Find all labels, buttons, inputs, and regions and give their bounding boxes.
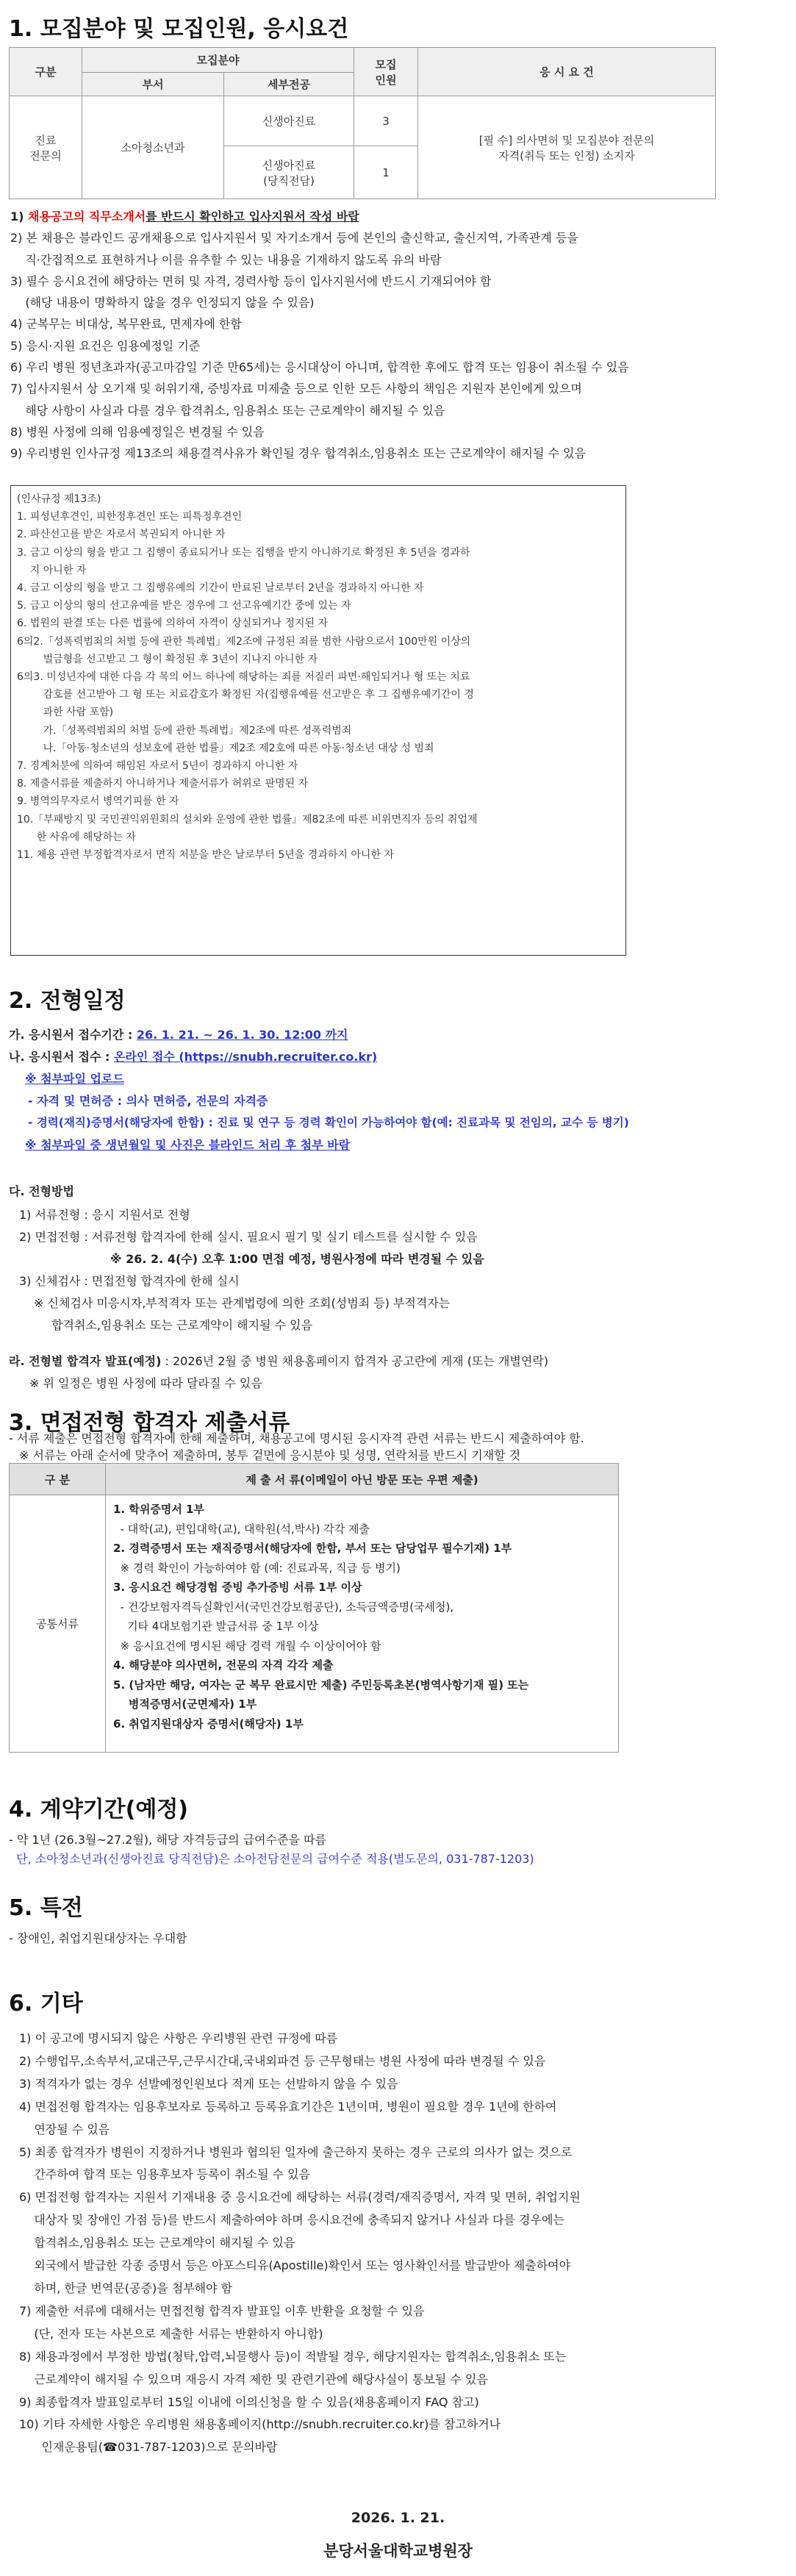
header-requirement: 응 시 요 건 — [418, 48, 716, 96]
etc-item: 6) 면접전형 합격자는 지원서 기재내용 중 응시요건에 해당하는 서류(경력/재직증명서, 자격 및 면허, 취업지원 — [19, 2190, 581, 2205]
section-6-heading: 6. 기타 — [9, 1991, 83, 2017]
cell-requirement: [필 수] 의사면허 및 모집분야 전문의 자격(취득 또는 인정) 소지자 — [418, 96, 716, 199]
apply-link[interactable]: 온라인 접수 (https://snubh.recruiter.co.kr) — [113, 1050, 378, 1064]
document-item: - 건강보험자격득실확인서(국민건강보험공단), 소득금액증명(국세청), — [113, 1600, 454, 1614]
method-3: 3) 신체검사 : 면접전형 합격자에 한해 실시 — [19, 1274, 240, 1288]
cell-dept: 소아청소년과 — [82, 96, 224, 199]
requirement-item: 해당 사항이 사실과 다를 경우 합격취소, 임용취소 또는 근로계약이 해지될 수 있음 — [10, 403, 445, 418]
etc-item: 2) 수행업무,소속부서,교대근무,근무시간대,국내외파견 등 근무형태는 병원 사정에 따라 변경될 수 있음 — [19, 2053, 546, 2068]
footer-date: 2026. 1. 21. — [351, 2510, 445, 2526]
attach-note-1: ※ 첨부파일 업로드 — [25, 1072, 124, 1086]
rule-line: 벌금형을 선고받고 그 형이 확정된 후 3년이 지나지 아니한 자 — [17, 653, 318, 665]
footer-org: 분당서울대학교병원장 — [323, 2542, 473, 2560]
cell-subspecialty-2: 신생아진료 (당직전담) — [224, 146, 354, 199]
rule-line: (인사규정 제13조) — [17, 493, 101, 505]
docs-intro-1: - 서류 제출은 면접전형 합격자에 한해 제출하며, 채용공고에 명시된 응시자격 관련 서류는 반드시 제출하여야 함. — [9, 1431, 584, 1445]
attach-note-2: - 자격 및 면허증 : 의사 면허증, 전문의 자격증 — [28, 1094, 268, 1108]
hr-rule-box — [10, 485, 626, 956]
section-2-heading: 2. 전형일정 — [9, 988, 126, 1014]
rule-line: 한 사유에 해당하는 자 — [17, 831, 136, 843]
etc-item: 10) 기타 자세한 사항은 우리병원 채용홈페이지(http://snubh.recruiter.co.kr)를 참고하거나 — [19, 2417, 501, 2432]
header-subspecialty: 세부전공 — [224, 73, 354, 96]
document-item: 1. 학위증명서 1부 — [113, 1503, 204, 1516]
method-3-note-2: 합격취소,임용취소 또는 근로계약이 해지될 수 있음 — [51, 1318, 313, 1332]
method-3-note-1: ※ 신체검사 미응시자,부적격자 또는 관계법령에 의한 조회(성범죄 등) 부적격자는 — [34, 1296, 451, 1310]
requirement-item: 1) 채용공고의 직무소개서를 반드시 확인하고 입사지원서 작성 바랍 — [10, 210, 359, 223]
document-item: ※ 응시요건에 명시된 해당 경력 개월 수 이상이어야 함 — [113, 1639, 381, 1653]
document-item: 3. 응시요건 해당경험 증빙 추가증빙 서류 1부 이상 — [113, 1581, 362, 1594]
benefit-line: - 장애인, 취업지원대상자는 우대함 — [9, 1931, 187, 1945]
header-field: 모집분야 — [82, 48, 354, 73]
section-4-heading: 4. 계약기간(예정) — [9, 1797, 189, 1822]
rule-line: 감호를 선고받아 그 형 또는 치료감호가 확정된 자(집행유예를 선고받은 후 그 집행유예기간이 경 — [17, 689, 474, 701]
requirement-item: 직·간접적으로 표현하거나 이를 유추할 수 있는 내용을 기재하지 않도록 유의 바람 — [10, 252, 442, 267]
rule-line: 11. 채용 관련 부정합격자로서 면직 처분을 받은 날로부터 5년을 경과하지 아니한 자 — [17, 849, 394, 862]
etc-item: 9) 최종합격자 발표일로부터 15일 이내에 이의신청을 할 수 있음(채용홈페이지 FAQ 참고) — [19, 2394, 479, 2409]
rule-line: 3. 금고 이상의 형을 받고 그 집행이 종료되거나 또는 집행을 받지 아니하기로 확정된 후 5년을 경과하 — [17, 546, 470, 559]
requirement-item: 7) 입사지원서 상 오기재 및 허위기재, 증빙자료 미제출 등으로 인한 모든 사항의 책임은 지원자 본인에게 있으며 — [10, 382, 582, 396]
documents-table — [9, 1463, 619, 1753]
rule-line: 과한 사람 포함) — [17, 706, 114, 719]
rule-line: 가.「성폭력범죄의 처벌 등에 관한 특례법」제2조에 따른 성폭력범죄 — [17, 724, 352, 737]
cell-count-1: 3 — [354, 96, 418, 146]
document-item: ※ 경력 확인이 가능하여야 함 (예: 진료과목, 직급 등 병기) — [113, 1561, 401, 1575]
requirement-item: 4) 군복무는 비대상, 복무완료, 면제자에 한함 — [10, 317, 242, 332]
document-item: 2. 경력증명서 또는 재직증명서(해당자에 한함, 부서 또는 담당업무 필수기재) 1부 — [113, 1542, 512, 1555]
requirement-item: 5) 응시·지원 요건은 임용예정일 기준 — [10, 338, 201, 353]
etc-item: 합격취소,임용취소 또는 근로계약이 해지될 수 있음 — [19, 2236, 295, 2250]
header-division: 구분 — [10, 48, 82, 96]
apply-method: 나. 응시원서 접수 : 온라인 접수 (https://snubh.recruiter.co.kr) — [9, 1050, 378, 1064]
cell-count-2: 1 — [354, 146, 418, 199]
etc-item: 8) 채용과정에서 부정한 방법(청탁,압력,뇌물행사 등)이 적발될 경우, 해당지원자는 합격취소,임용취소 또는 — [19, 2349, 567, 2364]
cell-common-docs: 공통서류 — [10, 1495, 106, 1753]
rule-line: 5. 금고 이상의 형의 선고유예를 받은 경우에 그 선고유예기간 중에 있는 자 — [17, 600, 351, 612]
documents-list — [106, 1495, 619, 1753]
etc-item: 간주하여 합격 또는 임용후보자 등록이 취소될 수 있음 — [19, 2167, 310, 2182]
contract-line-1: - 약 1년 (26.3월~27.2월), 해당 자격등급의 급여수준을 따름 — [9, 1833, 326, 1847]
requirement-item: 6) 우리 병원 정년초과자(공고마감일 기준 만65세)는 응시대상이 아니며, 합격한 후에도 합격 또는 임용이 취소될 수 있음 — [10, 360, 629, 375]
rule-line: 8. 제출서류를 제출하지 아니하거나 제출서류가 허위로 판명된 자 — [17, 778, 309, 790]
announcement-note: ※ 위 일정은 병원 사정에 따라 달라질 수 있음 — [29, 1376, 262, 1390]
etc-item: 3) 적격자가 없는 경우 선발예정인원보다 적게 또는 선발하지 않을 수 있음 — [19, 2076, 398, 2091]
rule-line: 1. 피성년후견인, 피한정후견인 또는 피특정후견인 — [17, 511, 243, 523]
document-item: 4. 해당분야 의사면허, 전문의 자격 각각 제출 — [113, 1659, 334, 1672]
etc-item: 연장될 수 있음 — [19, 2122, 110, 2136]
etc-list — [19, 2028, 784, 2459]
document-item: 6. 취업지원대상자 증명서(해당자) 1부 — [113, 1717, 304, 1731]
rule-line: 지 아니한 자 — [17, 564, 87, 576]
rule-line: 4. 금고 이상의 형을 받고 그 집행유예의 기간이 만료된 날로부터 2년을 경과하지 아니한 자 — [17, 582, 424, 595]
document-item: - 대학(교), 편입대학(교), 대학원(석,박사) 각각 제출 — [113, 1522, 370, 1536]
requirement-item: 2) 본 채용은 블라인드 공개채용으로 입사지원서 및 자기소개서 등에 본인의 출신학교, 출신지역, 가족관계 등을 — [10, 231, 578, 246]
rule-line: 2. 파산선고를 받은 자로서 복권되지 아니한 자 — [17, 529, 226, 541]
section-1-heading: 1. 모집분야 및 모집인원, 응시요건 — [9, 16, 349, 42]
requirement-item: 3) 필수 응시요건에 해당하는 면허 및 자격, 경력사항 등이 입사지원서에 반드시 기재되어야 함 — [10, 273, 492, 288]
rule-line: 9. 병역의무자로서 병역기피를 한 자 — [17, 795, 179, 808]
requirement-item: 8) 병원 사정에 의해 임용예정일은 변경될 수 있음 — [10, 424, 265, 439]
method-2: 2) 면접전형 : 서류전형 합격자에 한해 실시. 필요시 필기 및 실기 테스트를 실시할 수 있음 — [19, 1230, 478, 1244]
interview-date-note: ※ 26. 2. 4(수) 오후 1:00 면접 예정, 병원사정에 따라 변경될 수 있음 — [110, 1252, 484, 1266]
document-item: 5. (남자만 해당, 여자는 군 복무 완료시만 제출) 주민등록초본(병역사항기재 필) 또는 — [113, 1678, 529, 1692]
section-5-heading: 5. 특전 — [9, 1895, 83, 1921]
header-count: 모집 인원 — [354, 48, 418, 96]
rule-line: 나.「아동·청소년의 성보호에 관한 법률」제2조 제2호에 따른 아동·청소년 대상 성 범죄 — [17, 742, 434, 754]
rule-line: 7. 징계처분에 의하여 해임된 자로서 5년이 경과하지 아니한 자 — [17, 760, 298, 773]
header-division: 구 분 — [10, 1464, 106, 1495]
rule-line: 6의2.「성폭력범죄의 처벌 등에 관한 특례법」제2조에 규정된 죄를 범한 사람으로서 100만원 이상의 — [17, 635, 471, 648]
announcement: 라. 전형별 합격자 발표(예정) : 2026년 2월 중 병원 채용홈페이지 합격자 공고란에 게재 (또는 개별연락) — [9, 1354, 549, 1368]
recruitment-table — [9, 47, 716, 199]
rule-line: 6. 법원의 판결 또는 다른 법률에 의하여 자격이 상실되거나 정지된 자 — [17, 618, 329, 630]
document-item: 기타 4대보험기관 발급서류 중 1부 이상 — [113, 1620, 319, 1633]
etc-item: 7) 제출한 서류에 대해서는 면접전형 합격자 발표일 이후 반환을 요청할 수 있음 — [19, 2303, 425, 2318]
etc-item: 인재운용팀(☎031-787-1203)으로 문의바람 — [19, 2440, 278, 2455]
cell-subspecialty-1: 신생아진료 — [224, 96, 354, 146]
header-documents: 제 출 서 류(이메일이 아닌 방문 또는 우편 제출) — [106, 1464, 619, 1495]
contract-line-2: 단, 소아청소년과(신생아진료 당직전담)은 소아전담전문의 급여수준 적용(별도문의, 031-787-1203) — [9, 1852, 534, 1866]
apply-period: 가. 응시원서 접수기간 : 26. 1. 21. ~ 26. 1. 30. 12:00 까지 — [9, 1028, 348, 1042]
rule-line: 10.「부패방지 및 국민권익위원회의 설치와 운영에 관한 법률」제82조에 따른 비위면직자 등의 취업제 — [17, 813, 478, 826]
etc-item: (단, 전자 또는 사본으로 제출한 서류는 반환하지 아니함) — [19, 2326, 323, 2341]
etc-item: 대상자 및 장애인 가점 등)를 반드시 제출하여야 하며 응시요건에 충족되지 않거나 사실과 다를 경우에는 — [19, 2213, 564, 2228]
docs-intro-2: ※ 서류는 아래 순서에 맞추어 제출하며, 봉투 겉면에 응시분야 및 성명, 연락처를 반드시 기재할 것 — [19, 1448, 521, 1462]
etc-item: 외국에서 발급한 각종 증명서 등은 아포스티유(Apostille)확인서 또는 영사확인서를 발급받아 제출하여야 — [19, 2258, 571, 2273]
attach-note-3: - 경력(재직)증명서(해당자에 한함) : 진료 및 연구 등 경력 확인이 가능하여야 함(예: 진료과목 및 전임의, 교수 등 병기) — [28, 1116, 629, 1129]
rule-line: 6의3. 미성년자에 대한 다음 각 목의 어느 하나에 해당하는 죄를 저질러 파면·해임되거나 형 또는 치료 — [17, 671, 470, 684]
attach-note-4: ※ 첨부파일 중 생년월일 및 사진은 블라인드 처리 후 첨부 바람 — [25, 1138, 351, 1152]
cell-division: 진료 전문의 — [10, 96, 82, 199]
method-label: 다. 전형방법 — [9, 1184, 74, 1198]
document-item: 병적증명서(군면제자) 1부 — [113, 1697, 257, 1711]
etc-item: 5) 최종 합격자가 병원이 지정하거나 병원과 협의된 일자에 출근하지 못하는 경우 근로의 의사가 없는 것으로 — [19, 2144, 573, 2159]
section-3-heading: 3. 면접전형 합격자 제출서류 — [9, 1410, 290, 1436]
requirement-item: (해당 내용이 명확하지 않을 경우 인정되지 않을 수 있음) — [10, 296, 315, 310]
etc-item: 1) 이 공고에 명시되지 않은 사항은 우리병원 관련 규정에 따름 — [19, 2031, 338, 2045]
etc-item: 4) 면접전형 합격자는 임용후보자로 등록하고 등록유효기간은 1년이며, 병원이 필요할 경우 1년에 한하여 — [19, 2099, 557, 2114]
method-1: 1) 서류전형 : 응시 지원서로 전형 — [19, 1208, 190, 1222]
requirements-list — [10, 206, 760, 465]
header-dept: 부서 — [82, 73, 224, 96]
etc-item: 근로계약이 해지될 수 있으며 재응시 자격 제한 및 관련기관에 해당사실이 통보될 수 있음 — [19, 2372, 488, 2386]
etc-item: 하며, 한글 번역문(공증)을 첨부해야 함 — [19, 2280, 233, 2295]
requirement-item: 9) 우리병원 인사규정 제13조의 채용결격사유가 확인될 경우 합격취소,임용취소 또는 근로계약이 해지될 수 있음 — [10, 446, 586, 461]
